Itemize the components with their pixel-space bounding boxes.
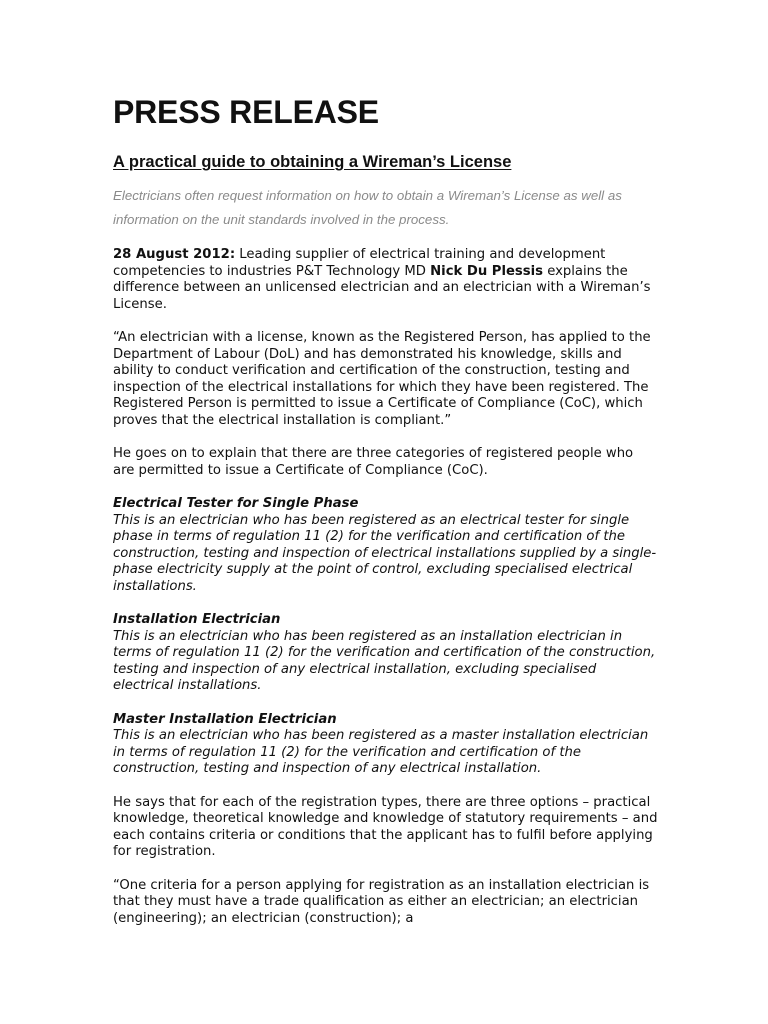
press-release bbox=[113, 94, 658, 927]
category-text: This is an electrician who has been registered as an installation electrician in terms of regulation 11 (2) for the verification and certification of the construction, testing and inspection of any electrical installation, excluding specialised electrical installations. bbox=[113, 628, 656, 694]
page-title: PRESS RELEASE bbox=[113, 94, 379, 130]
category-section bbox=[113, 612, 658, 695]
date-label: 28 August 2012: bbox=[113, 247, 236, 262]
category-section bbox=[113, 712, 658, 778]
category-section bbox=[113, 496, 658, 596]
category-heading: Master Installation Electrician bbox=[113, 711, 337, 727]
quote-paragraph: “An electrician with a license, known as the Registered Person, has applied to the Department of Labour (DoL) and has demonstrated his knowledge, skills and ability to conduct verification and certification of the construction, testing and inspection of the electrical installations for which they have been registered. The Registered Person is permitted to issue a Certificate of Compliance (CoC), which proves that the electrical installation is compliant.” bbox=[113, 329, 651, 428]
category-heading: Installation Electrician bbox=[113, 612, 281, 628]
category-text: This is an electrician who has been registered as an electrical tester for single phase in terms of regulation 11 (2) for the verification and certification of the construction, testing and inspection of electrical installations supplied by a single-phase electricity supply at the point of control, excluding specialised electrical installations. bbox=[113, 512, 657, 594]
categories-paragraph: He goes on to explain that there are three categories of registered people who are permitted to issue a Certificate of Compliance (CoC). bbox=[113, 446, 634, 478]
category-text: This is an electrician who has been registered as a master installation electrician in terms of regulation 11 (2) for the verification and certification of the construction, testing and inspection of any electrical installation. bbox=[113, 728, 649, 777]
category-heading: Electrical Tester for Single Phase bbox=[113, 495, 359, 511]
quote-paragraph-2: “One criteria for a person applying for registration as an installation electrician is that they must have a trade qualification as either an electrician; an electrician (engineering); an electrician (construction); a bbox=[113, 877, 650, 926]
options-paragraph: He says that for each of the registration types, there are three options – practical knowledge, theoretical knowledge and knowledge of statutory requirements – and each contains criteria or conditions that the applicant has to fulfil before applying for registration. bbox=[113, 794, 658, 860]
subtitle: A practical guide to obtaining a Wireman’s License bbox=[113, 153, 512, 171]
intro-paragraph: Electricians often request information on how to obtain a Wireman’s License as well as information on the unit standards involved in the process. bbox=[113, 188, 622, 227]
dateline-text-end: explains the difference between an unlicensed electrician and an electrician with a Wireman’s License. bbox=[113, 263, 651, 312]
person-name: Nick Du Plessis bbox=[430, 263, 544, 279]
dateline-text: Leading supplier of electrical training and development competencies to industries P&T Technology MD bbox=[113, 247, 606, 279]
dateline-paragraph bbox=[113, 247, 658, 313]
